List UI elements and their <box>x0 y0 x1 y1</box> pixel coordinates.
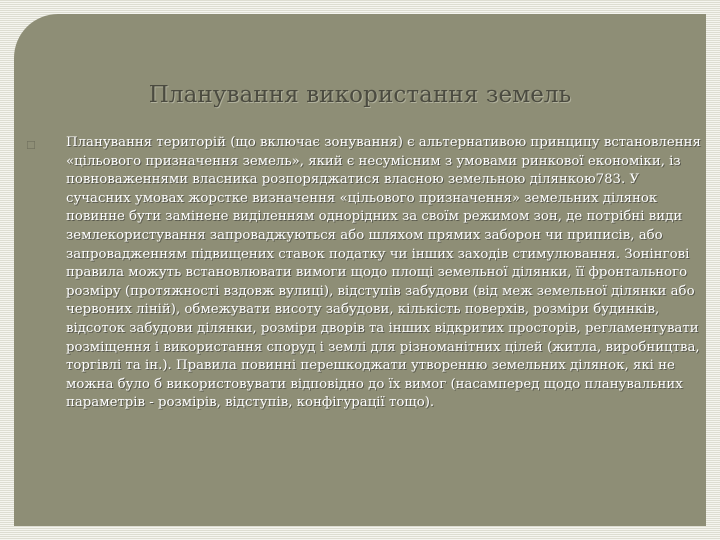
slide-title: Планування використання земель <box>148 82 572 108</box>
slide-panel <box>14 14 706 526</box>
checkbox-bullet-icon: ☐ <box>26 139 36 152</box>
slide-body-text: Планування територій (що включає зонування) є альтернативою принципу встановлення «цільового призначення земель», який є несумісним з умовами ринкової економіки, із повноваженнями власника розпоряджатися власною земельною ділянкою783. У сучасних умовах жорстке визначення «цільового призначення» земельних ділянок повинне бути замінене виділенням однорідних за своїм режимом зон, де потрібні види землекористування запроваджуються або шляхом прямих заборон чи приписів, або запровадженням підвищених ставок податку чи інших заходів стимулювання. Зонінгові правила можуть встановлювати вимоги щодо площі земельної ділянки, її фронтального розміру (протяжності вздовж вулиці), відступів забудови (від меж земельної ділянки або червоних ліній), обмежувати висоту забудови, кількість поверхів, розміри будинків, відсоток забудови ділянки, розміри дворів та інших відкритих просторів, регламентувати розміщення і використання споруд і землі для різноманітних цілей (житла, виробництва, торгівлі та ін.). Правила повинні перешкоджати утворенню земельних ділянок, які не можна було б використовувати відповідно до їх вимог (насамперед щодо планувальних параметрів - розмірів, відступів, конфігурації тощо). <box>66 135 701 411</box>
